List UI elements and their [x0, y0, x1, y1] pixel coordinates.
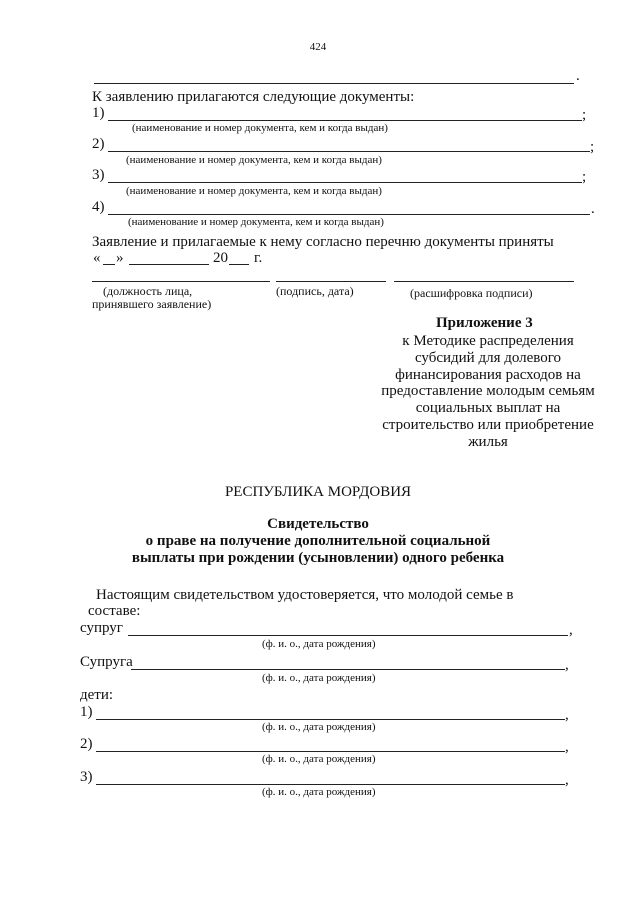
child-number: 3) — [80, 769, 93, 785]
child-caption: (ф. и. о., дата рождения) — [262, 786, 376, 798]
spouse2-comma: , — [565, 657, 569, 673]
spouse2-label: Супруга — [80, 654, 133, 670]
date-month-line — [129, 264, 209, 265]
attachment-item-end: ; — [582, 107, 587, 123]
child-comma: , — [565, 707, 569, 723]
appendix-line: социальных выплат на — [415, 400, 561, 416]
spouse2-caption: (ф. и. о., дата рождения) — [262, 672, 376, 684]
certificate-intro-1: Настоящим свидетельством удостоверяется, что молодой семье в — [96, 587, 514, 603]
child-comma: , — [565, 739, 569, 755]
signature-position-caption-2: принявшего заявление) — [92, 297, 212, 311]
signature-decoding-caption: (расшифровка подписи) — [410, 286, 533, 300]
certificate-subtitle-1: о праве на получение дополнительной социальной — [145, 533, 491, 549]
attachment-item-number: 3) — [92, 167, 105, 183]
spouse-comma: , — [569, 622, 573, 638]
attachment-item-number: 4) — [92, 199, 105, 215]
signature-position-caption-1: (должность лица, — [103, 284, 193, 298]
spouse-label: супруг — [80, 620, 123, 636]
date-year-line — [229, 264, 249, 265]
appendix-line: к Методике распределения — [402, 333, 574, 349]
appendix-title: Приложение 3 — [436, 315, 533, 331]
page-number: 424 — [309, 41, 327, 53]
signature-decoding-line — [394, 281, 574, 282]
attachment-item-line — [108, 182, 582, 183]
certificate-subtitle-2: выплаты при рождении (усыновлении) одного ребенка — [131, 550, 505, 566]
appendix-line: жилья — [468, 434, 508, 450]
child-line — [96, 719, 565, 720]
top-line-end: . — [576, 68, 580, 84]
attachments-heading: К заявлению прилагаются следующие документы: — [92, 89, 415, 105]
attachment-item-caption: (наименование и номер документа, кем и когда выдан) — [132, 122, 388, 134]
appendix-line: предоставление молодым семьям — [381, 383, 595, 399]
date-day-line — [103, 264, 115, 265]
child-line — [96, 751, 565, 752]
signature-date-caption: (подпись, дата) — [276, 284, 354, 298]
attachment-item-line — [108, 151, 590, 152]
attachment-item-line — [108, 120, 582, 121]
child-caption: (ф. и. о., дата рождения) — [262, 753, 376, 765]
attachment-item-caption: (наименование и номер документа, кем и когда выдан) — [128, 216, 384, 228]
certificate-intro-2: составе: — [88, 603, 141, 619]
attachment-item-caption: (наименование и номер документа, кем и когда выдан) — [126, 185, 382, 197]
appendix-line: финансирования расходов на — [395, 367, 581, 383]
attachment-item-end: ; — [582, 169, 587, 185]
attachment-item-end: . — [591, 201, 595, 217]
top-blank-line — [94, 83, 574, 84]
date-year-prefix: 20 — [213, 250, 228, 266]
date-close-quote: » — [116, 250, 124, 266]
children-label: дети: — [80, 687, 114, 703]
child-caption: (ф. и. о., дата рождения) — [262, 721, 376, 733]
signature-position-line — [92, 281, 270, 282]
attachment-item-number: 1) — [92, 105, 105, 121]
child-line — [96, 784, 565, 785]
appendix-line: строительство или приобретение — [382, 417, 594, 433]
spouse-line — [128, 635, 568, 636]
date-open-quote: « — [93, 250, 101, 266]
child-number: 1) — [80, 704, 93, 720]
attachment-item-end: ; — [590, 139, 595, 155]
attachment-item-number: 2) — [92, 136, 105, 152]
child-number: 2) — [80, 736, 93, 752]
spouse2-line — [131, 669, 565, 670]
republic-heading: РЕСПУБЛИКА МОРДОВИЯ — [224, 484, 412, 500]
signature-sign-line — [276, 281, 386, 282]
appendix-line: субсидий для долевого — [414, 350, 562, 366]
attachment-item-line — [108, 214, 590, 215]
certificate-title: Свидетельство — [267, 516, 369, 532]
attachment-item-caption: (наименование и номер документа, кем и когда выдан) — [126, 154, 382, 166]
acceptance-text: Заявление и прилагаемые к нему согласно перечню документы приняты — [92, 234, 554, 250]
child-comma: , — [565, 772, 569, 788]
spouse-caption: (ф. и. о., дата рождения) — [262, 638, 376, 650]
date-year-suffix: г. — [254, 250, 263, 266]
